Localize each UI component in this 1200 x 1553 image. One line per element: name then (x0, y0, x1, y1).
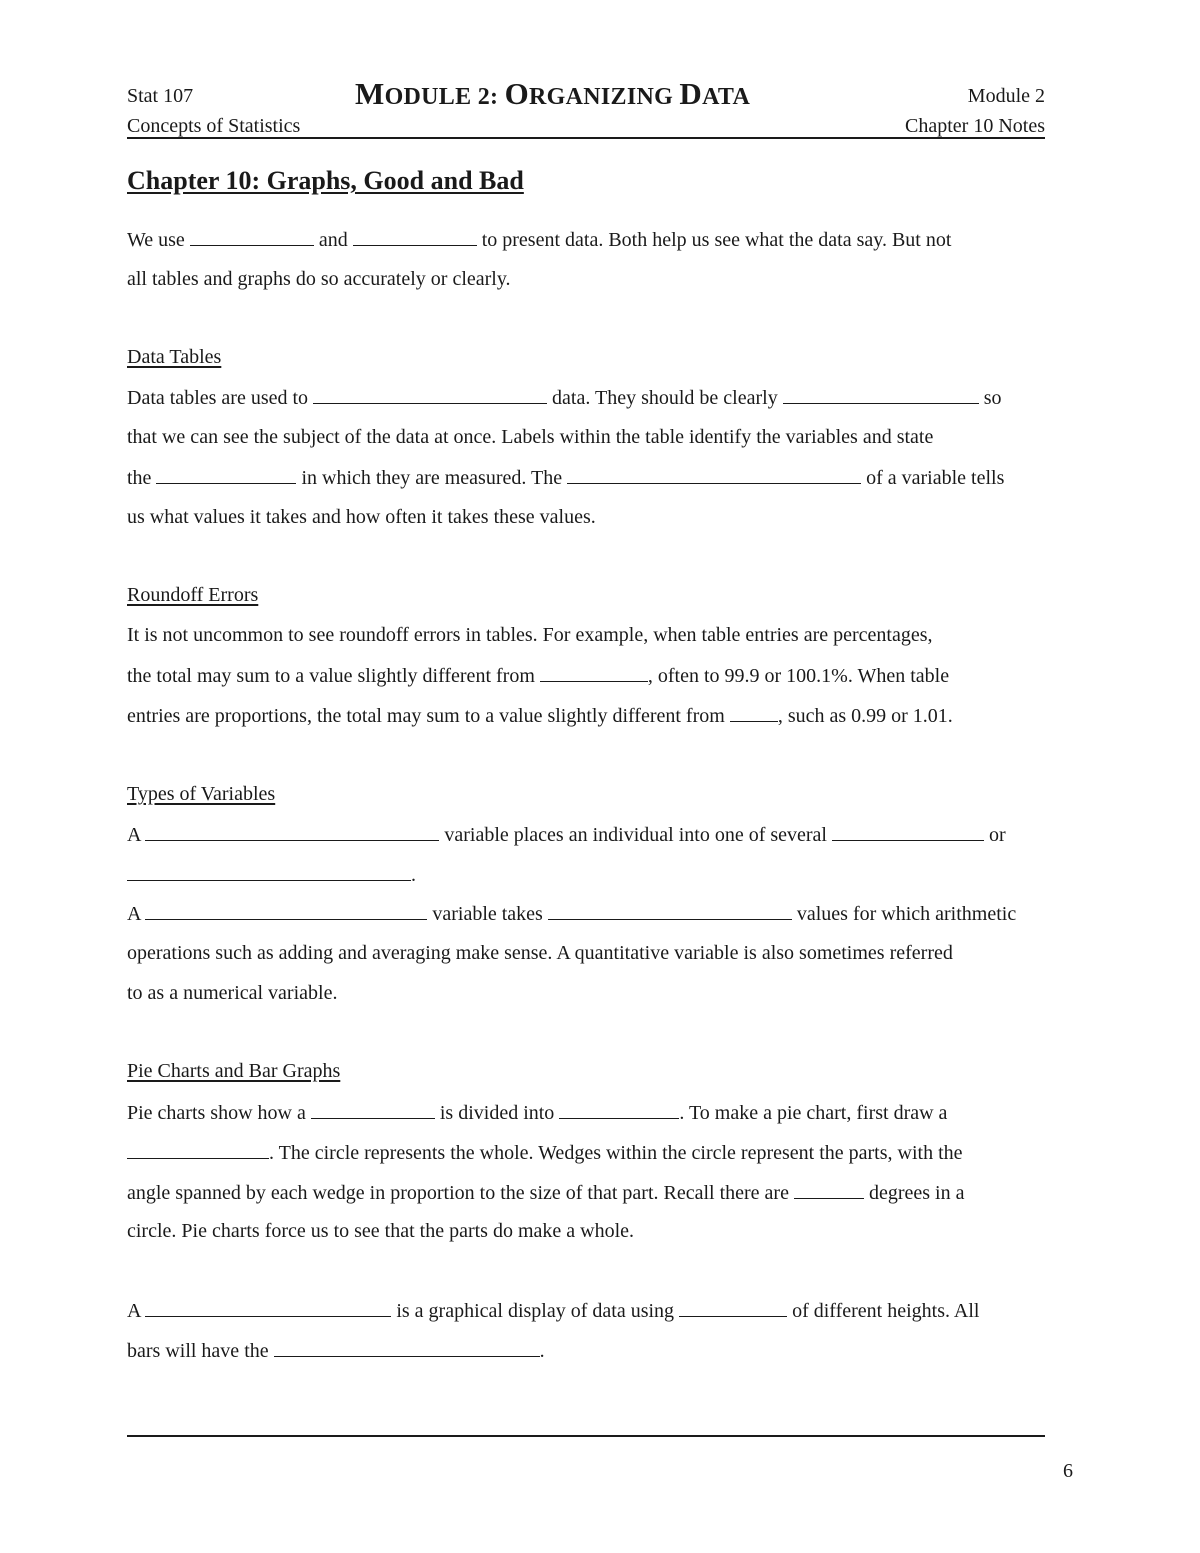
text: angle spanned by each wedge in proportion to the size of that part. Recall there are (127, 1182, 789, 1204)
fill-in-blank[interactable] (567, 465, 861, 484)
text: values for which arithmetic (796, 903, 1017, 925)
text: or (988, 824, 1006, 846)
text: , often to 99.9 or 100.1%. When table (647, 665, 950, 687)
data-tables-line-1 (127, 385, 1002, 410)
title-part: RGANIZING (529, 84, 680, 110)
pie-line-1 (127, 1100, 947, 1125)
section-heading-roundoff: Roundoff Errors (127, 584, 259, 606)
fill-in-blank[interactable] (540, 663, 648, 682)
text: variable places an individual into one of several (444, 824, 827, 846)
notes-label: Chapter 10 Notes (905, 115, 1045, 137)
text: . (411, 864, 416, 886)
fill-in-blank[interactable] (548, 901, 792, 920)
pie-line-4: circle. Pie charts force us to see that the parts do make a whole. (127, 1220, 635, 1242)
text: degrees in a (868, 1182, 965, 1204)
text: and (318, 229, 348, 251)
module-label: Module 2 (967, 85, 1045, 107)
roundoff-line-1: It is not uncommon to see roundoff errors in tables. For example, when table entries are percentages, (127, 624, 933, 646)
types-line-1 (127, 822, 1006, 847)
fill-in-blank[interactable] (353, 227, 477, 246)
page-title (355, 76, 750, 112)
text: the (127, 467, 152, 489)
types-line-3 (127, 901, 1016, 926)
fill-in-blank[interactable] (190, 227, 314, 246)
data-tables-line-4: us what values it takes and how often it takes these values. (127, 506, 596, 528)
fill-in-blank[interactable] (127, 862, 411, 881)
types-line-4: operations such as adding and averaging make sense. A quantitative variable is also sometimes referred (127, 942, 953, 964)
data-tables-line-3 (127, 465, 1004, 490)
title-part: ATA (702, 84, 751, 110)
text: Data tables are used to (127, 387, 309, 409)
text: in which they are measured. The (301, 467, 563, 489)
course-name: Concepts of Statistics (127, 115, 301, 137)
section-heading-types: Types of Variables (127, 783, 276, 805)
text: so (983, 387, 1002, 409)
text: bars will have the (127, 1340, 269, 1362)
text: A (127, 1300, 141, 1322)
types-line-2 (127, 862, 416, 887)
text: of a variable tells (866, 467, 1005, 489)
page-number: 6 (1063, 1460, 1073, 1482)
intro-line-2: all tables and graphs do so accurately or clearly. (127, 268, 511, 290)
fill-in-blank[interactable] (145, 1298, 391, 1317)
text: variable takes (432, 903, 543, 925)
types-line-5: to as a numerical variable. (127, 982, 338, 1004)
text: We use (127, 229, 185, 251)
fill-in-blank[interactable] (156, 465, 296, 484)
text: Pie charts show how a (127, 1102, 306, 1124)
text: the total may sum to a value slightly different from (127, 665, 535, 687)
text: . To make a pie chart, first draw a (679, 1102, 948, 1124)
text: data. They should be clearly (552, 387, 778, 409)
fill-in-blank[interactable] (145, 822, 439, 841)
text: to present data. Both help us see what the data say. But not (481, 229, 952, 251)
title-letter: M (355, 76, 385, 111)
course-code: Stat 107 (127, 85, 194, 107)
text: A (127, 824, 141, 846)
fill-in-blank[interactable] (794, 1180, 864, 1199)
fill-in-blank[interactable] (274, 1338, 540, 1357)
title-letter: D (679, 76, 703, 111)
fill-in-blank[interactable] (832, 822, 984, 841)
text: entries are proportions, the total may sum to a value slightly different from (127, 705, 725, 727)
text: . (539, 1340, 545, 1362)
fill-in-blank[interactable] (783, 385, 979, 404)
text: , such as 0.99 or 1.01. (777, 705, 953, 727)
footer-divider (127, 1435, 1045, 1437)
bar-line-2 (127, 1338, 545, 1363)
text: of different heights. All (792, 1300, 980, 1322)
pie-line-2 (127, 1140, 963, 1165)
fill-in-blank[interactable] (311, 1100, 435, 1119)
fill-in-blank[interactable] (679, 1298, 787, 1317)
text: is divided into (439, 1102, 555, 1124)
fill-in-blank[interactable] (559, 1100, 679, 1119)
pie-line-3 (127, 1180, 964, 1205)
chapter-title: Chapter 10: Graphs, Good and Bad (127, 166, 524, 195)
text: is a graphical display of data using (396, 1300, 675, 1322)
header-divider (127, 137, 1045, 139)
fill-in-blank[interactable] (145, 901, 427, 920)
bar-line-1 (127, 1298, 979, 1323)
text: . The circle represents the whole. Wedges within the circle represent the parts, with the (269, 1142, 963, 1164)
roundoff-line-2 (127, 663, 949, 688)
fill-in-blank[interactable] (730, 703, 778, 722)
fill-in-blank[interactable] (313, 385, 547, 404)
title-part: ODULE 2: (384, 84, 505, 110)
title-letter: O (504, 76, 530, 111)
roundoff-line-3 (127, 703, 953, 728)
intro-line-1 (127, 227, 951, 252)
data-tables-line-2: that we can see the subject of the data at once. Labels within the table identify the variables and state (127, 426, 934, 448)
section-heading-pie-bar: Pie Charts and Bar Graphs (127, 1060, 341, 1082)
text: A (127, 903, 141, 925)
fill-in-blank[interactable] (127, 1140, 269, 1159)
section-heading-data-tables: Data Tables (127, 346, 222, 368)
